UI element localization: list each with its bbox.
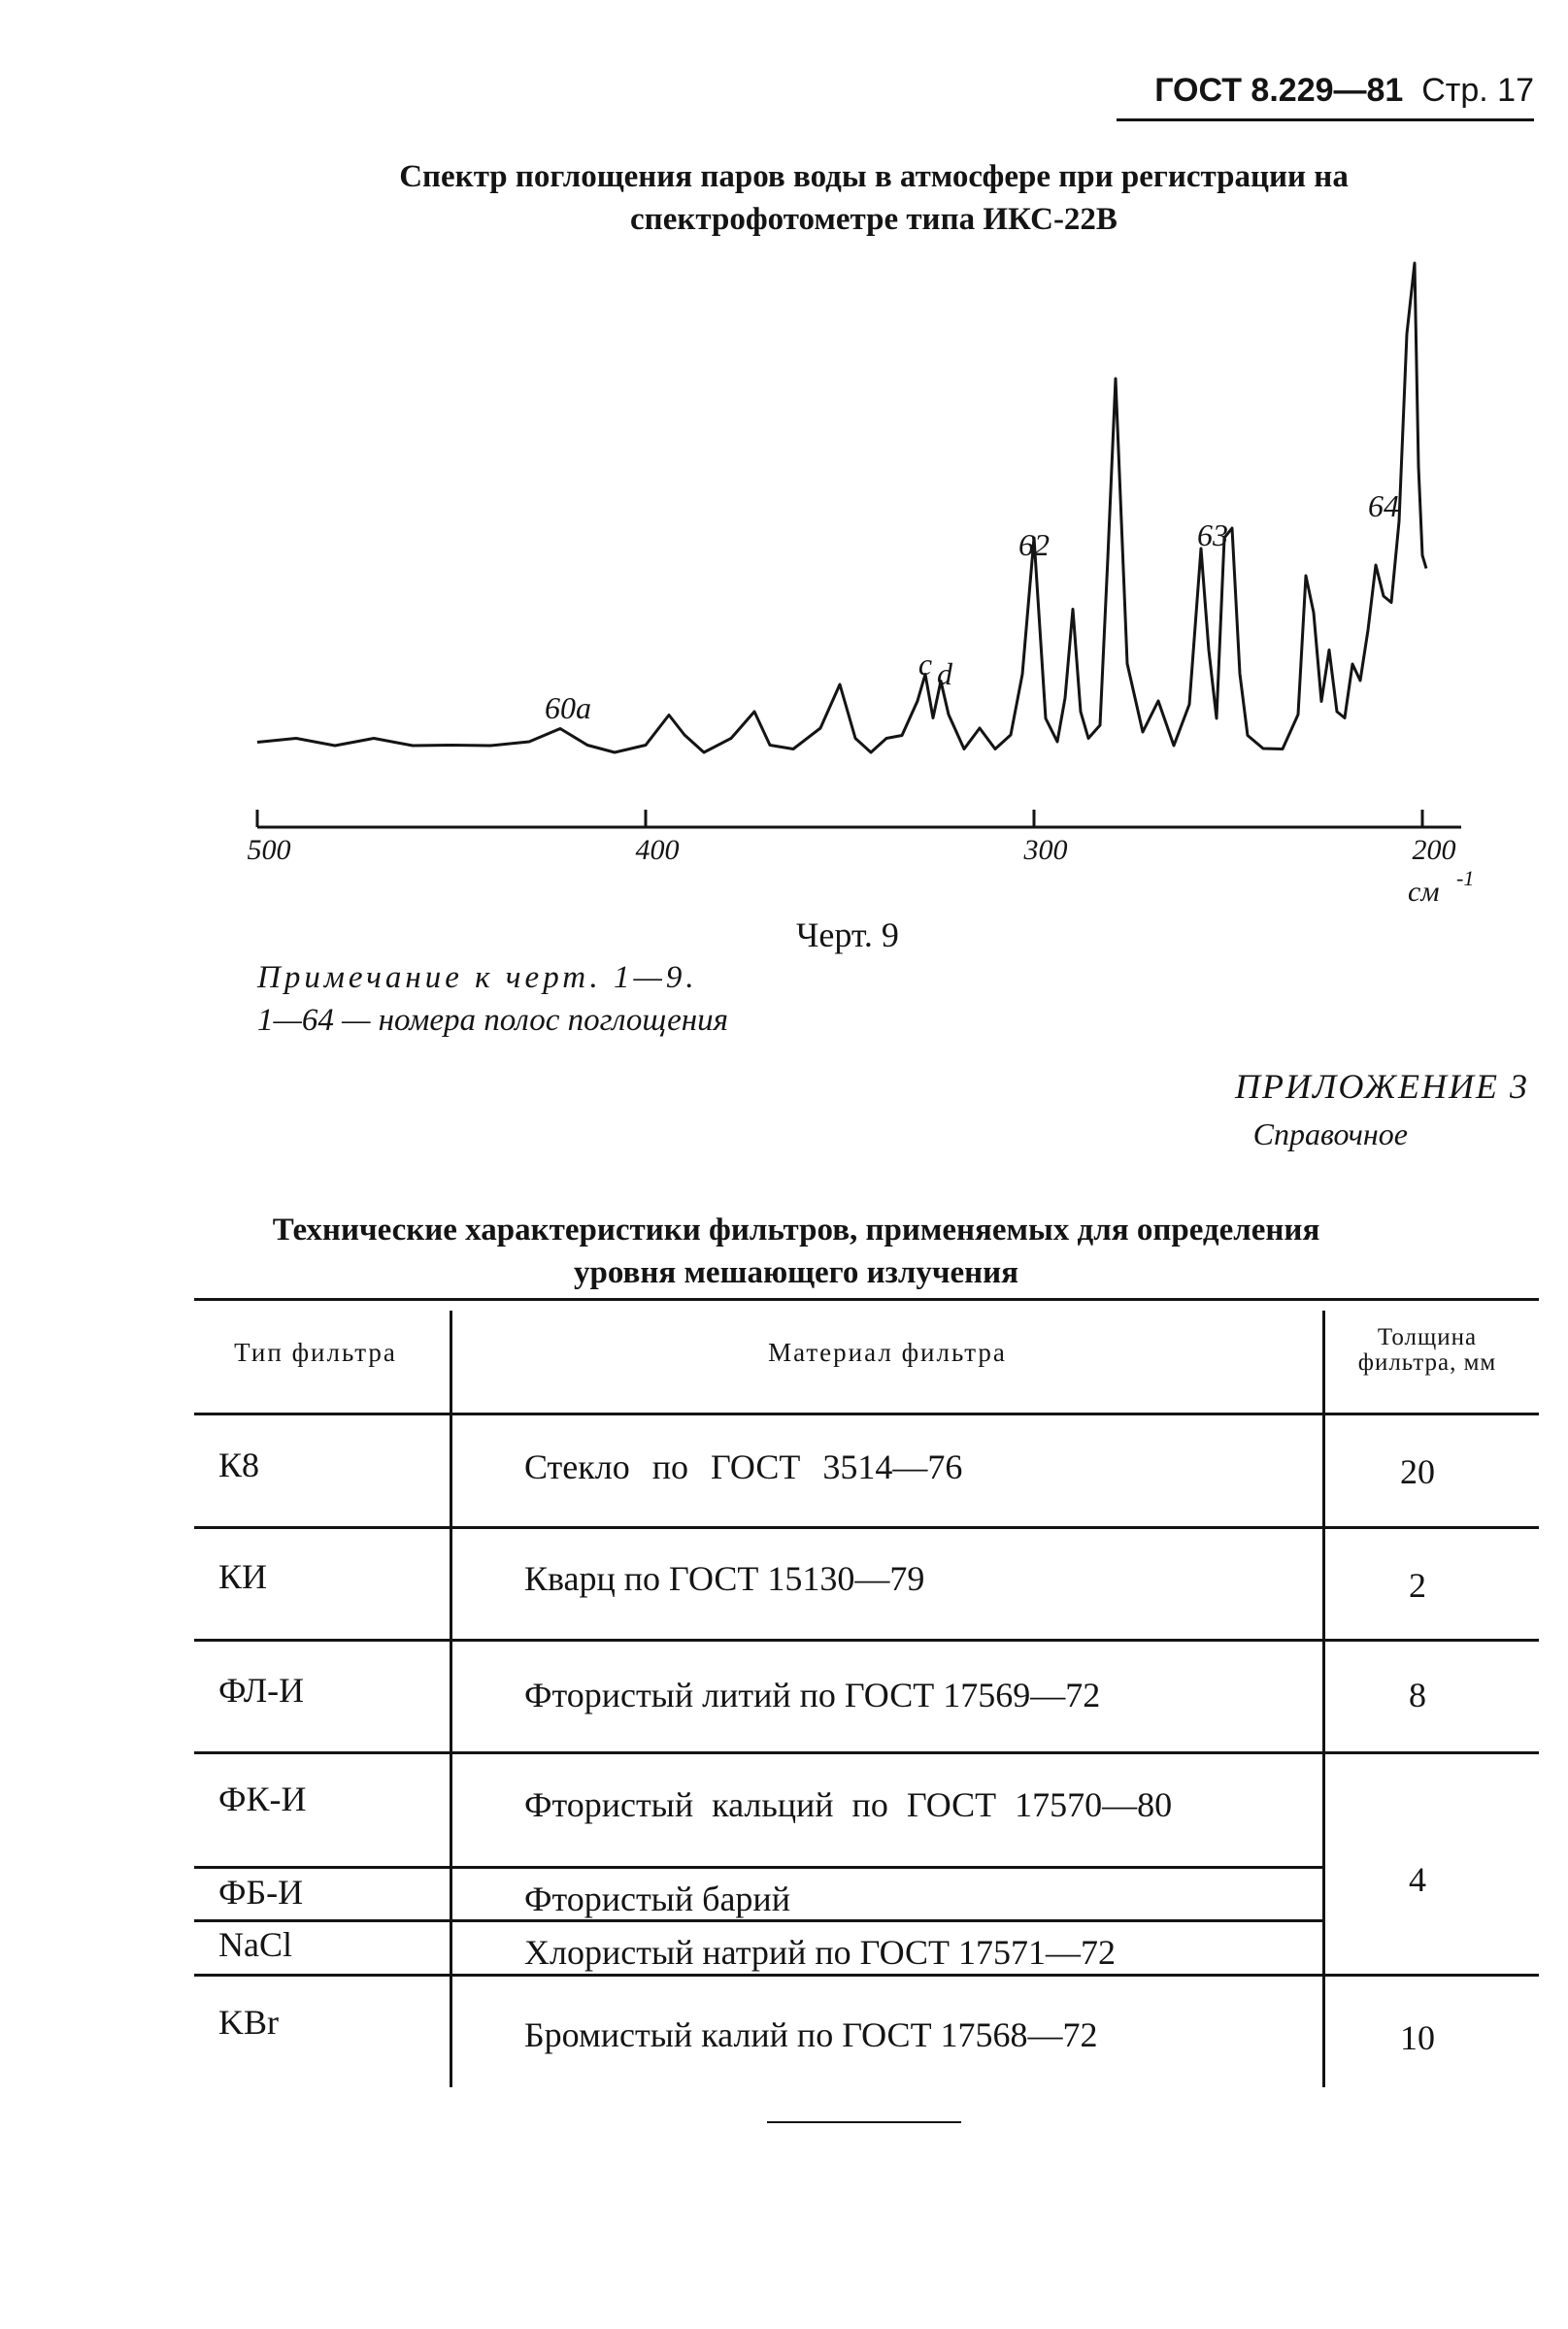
row-rule bbox=[194, 1919, 1325, 1922]
band-label: 63 bbox=[1197, 517, 1228, 552]
table-top-rule bbox=[194, 1298, 1539, 1301]
note-line-2: 1—64 — номера полос поглощения bbox=[257, 1003, 728, 1038]
row-rule bbox=[194, 1866, 1325, 1869]
cell-type: ФЛ-И bbox=[218, 1671, 305, 1710]
x-axis-unit-exponent: -1 bbox=[1456, 866, 1475, 890]
cell-type: ФК-И bbox=[218, 1780, 307, 1818]
cell-material: Кварц по ГОСТ 15130—79 bbox=[524, 1559, 925, 1598]
appendix-title: ПРИЛОЖЕНИЕ 3 bbox=[1235, 1067, 1529, 1106]
end-rule bbox=[767, 2121, 961, 2123]
cell-material: Фтористый кальций по ГОСТ 17570—80 bbox=[524, 1785, 1173, 1824]
x-tick-label: 400 bbox=[635, 834, 680, 866]
cell-material: Стекло по ГОСТ 3514—76 bbox=[524, 1447, 963, 1486]
header-rule bbox=[1117, 118, 1534, 121]
figure-note bbox=[257, 956, 728, 1042]
x-tick-label: 500 bbox=[247, 834, 291, 866]
cell-material: Фтористый барий bbox=[524, 1880, 790, 1918]
cell-thickness: 2 bbox=[1409, 1566, 1426, 1605]
column-header-thickness: Толщина фильтра, мм bbox=[1357, 1324, 1497, 1376]
row-rule bbox=[194, 1751, 1539, 1754]
chart-title bbox=[291, 155, 1456, 241]
band-label: 62 bbox=[1018, 527, 1050, 562]
x-tick-label: 300 bbox=[1023, 834, 1068, 866]
spectrum-line bbox=[257, 263, 1426, 752]
band-label: 64 bbox=[1368, 488, 1399, 523]
band-label: 60a bbox=[545, 690, 591, 725]
band-label: c bbox=[917, 647, 933, 682]
gost-number: ГОСТ 8.229—81 bbox=[1154, 72, 1404, 109]
row-rule bbox=[194, 1526, 1539, 1529]
x-axis-unit: см bbox=[1408, 876, 1440, 908]
cell-thickness-merged: 4 bbox=[1409, 1860, 1426, 1899]
table-header-rule bbox=[194, 1413, 1539, 1415]
figure-caption: Черт. 9 bbox=[796, 915, 899, 954]
column-header-type: Тип фильтра bbox=[234, 1338, 397, 1367]
page-header bbox=[1117, 72, 1534, 110]
cell-thickness: 10 bbox=[1400, 2018, 1435, 2057]
x-tick-label: 200 bbox=[1412, 834, 1456, 866]
cell-material: Хлористый натрий по ГОСТ 17571—72 bbox=[524, 1933, 1117, 1972]
cell-thickness: 20 bbox=[1400, 1452, 1435, 1491]
table-title-line-2: уровня мешающего излучения bbox=[573, 1255, 1019, 1290]
column-header-material: Материал фильтра bbox=[768, 1338, 1007, 1367]
column-rule bbox=[450, 1311, 452, 2087]
page-number: Стр. 17 bbox=[1421, 72, 1534, 109]
cell-type: К8 bbox=[218, 1446, 260, 1484]
cell-type: KBr bbox=[218, 2003, 279, 2042]
chart-title-text: Спектр поглощения паров воды в атмосфере при регистрации на спектрофотометре типа ИКС-22В bbox=[399, 159, 1349, 237]
cell-material: Фтористый литий по ГОСТ 17569—72 bbox=[524, 1676, 1101, 1714]
cell-material: Бромистый калий по ГОСТ 17568—72 bbox=[524, 2015, 1098, 2054]
chart-layer bbox=[248, 263, 1475, 908]
spectrum-chart bbox=[214, 243, 1515, 922]
cell-type: КИ bbox=[218, 1557, 268, 1596]
cell-type: ФБ-И bbox=[218, 1873, 304, 1912]
cell-type: NaCl bbox=[218, 1925, 292, 1964]
table-title bbox=[194, 1209, 1398, 1294]
row-rule bbox=[194, 1639, 1539, 1642]
band-label: d bbox=[937, 656, 952, 691]
note-line-1: Примечание к черт. 1—9. bbox=[257, 960, 698, 995]
cell-thickness: 8 bbox=[1409, 1676, 1426, 1714]
table-title-line-1: Технические характеристики фильтров, применяемых для определения bbox=[272, 1213, 1320, 1248]
row-rule bbox=[194, 1974, 1539, 1977]
appendix-subtitle: Справочное bbox=[1252, 1116, 1408, 1151]
